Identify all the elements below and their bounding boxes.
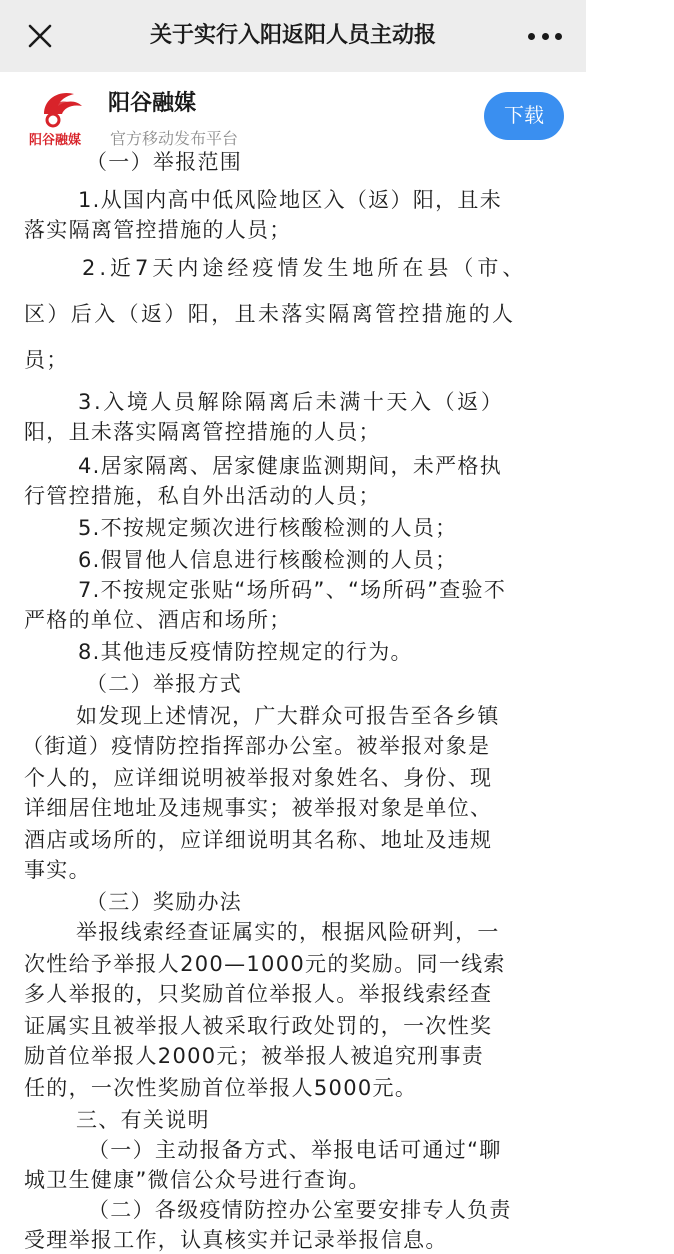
- close-icon: [22, 18, 58, 54]
- article-line: 8.其他违反疫情防控规定的行为。: [78, 640, 413, 664]
- more-button[interactable]: [528, 33, 562, 41]
- article-line: 6.假冒他人信息进行核酸检测的人员；: [78, 548, 458, 572]
- article-body: [0, 150, 586, 1252]
- article-line: 阳，且未落实隔离管控措施的人员；: [24, 420, 381, 444]
- article-line: 3.入境人员解除隔离后未满十天入（返）: [78, 390, 505, 414]
- article-line: 个人的，应详细说明被举报对象姓名、身份、现: [24, 766, 493, 790]
- article-line: 严格的单位、酒店和场所；: [24, 608, 292, 632]
- article-line: （二）各级疫情防控办公室要安排专人负责: [88, 1198, 512, 1222]
- article-line: 区）后入（返）阳，且未落实隔离管控措施的人: [24, 302, 516, 326]
- more-dots-icon: [528, 33, 535, 40]
- article-line: 事实。: [24, 858, 91, 882]
- article-line: 详细居住地址及违规事实；被举报对象是单位、: [24, 796, 493, 820]
- section-heading: （二）举报方式: [86, 672, 243, 696]
- page-title: 关于实行入阳返阳人员主动报: [149, 23, 436, 48]
- article-line: 员；: [24, 348, 69, 372]
- article-line: 5.不按规定频次进行核酸检测的人员；: [78, 516, 458, 540]
- section-heading: （一）举报范围: [86, 150, 243, 174]
- svg-text:阳谷融媒: 阳谷融媒: [29, 133, 82, 148]
- article-line: 落实隔离管控措施的人员；: [24, 218, 292, 242]
- article-line: 7.不按规定张贴“场所码”、“场所码”查验不: [78, 578, 507, 602]
- section-heading: 三、有关说明: [76, 1108, 210, 1132]
- article-line: 任的，一次性奖励首位举报人5000元。: [24, 1076, 418, 1100]
- article-line: 4.居家隔离、居家健康监测期间，未严格执: [78, 454, 503, 478]
- article-line: 励首位举报人2000元；被举报人被追究刑事责: [24, 1044, 485, 1068]
- article-line: 城卫生健康”微信公众号进行查询。: [24, 1168, 371, 1192]
- article-line: （街道）疫情防控指挥部办公室。被举报对象是: [22, 734, 491, 758]
- article-line: 酒店或场所的，应详细说明其名称、地址及违规: [24, 828, 493, 852]
- article-line: 次性给予举报人200—1000元的奖励。同一线索: [24, 952, 506, 976]
- article-line: 1.从国内高中低风险地区入（返）阳，且未: [78, 188, 503, 212]
- article-line: （一）主动报备方式、举报电话可通过“聊: [88, 1138, 502, 1162]
- article-line: 如发现上述情况，广大群众可报告至各乡镇: [76, 704, 500, 728]
- app-logo: [26, 84, 90, 148]
- section-heading: （三）奖励办法: [86, 890, 243, 914]
- download-button[interactable]: 下载: [484, 92, 564, 140]
- close-button[interactable]: [22, 18, 58, 54]
- nav-bar: [0, 0, 586, 72]
- article-line: 行管控措施，私自外出活动的人员；: [24, 484, 381, 508]
- article-line: 受理举报工作，认真核实并记录举报信息。: [24, 1228, 448, 1252]
- article-line: 2.近7天内途经疫情发生地所在县（市、: [82, 256, 528, 280]
- article-line: 多人举报的，只奖励首位举报人。举报线索经查: [24, 982, 493, 1006]
- app-name: 阳谷融媒: [108, 91, 197, 116]
- article-line: 举报线索经查证属实的，根据风险研判，一: [76, 920, 500, 944]
- app-subtitle: 官方移动发布平台: [110, 129, 239, 148]
- article-line: 证属实且被举报人被采取行政处罚的，一次性奖: [24, 1014, 493, 1038]
